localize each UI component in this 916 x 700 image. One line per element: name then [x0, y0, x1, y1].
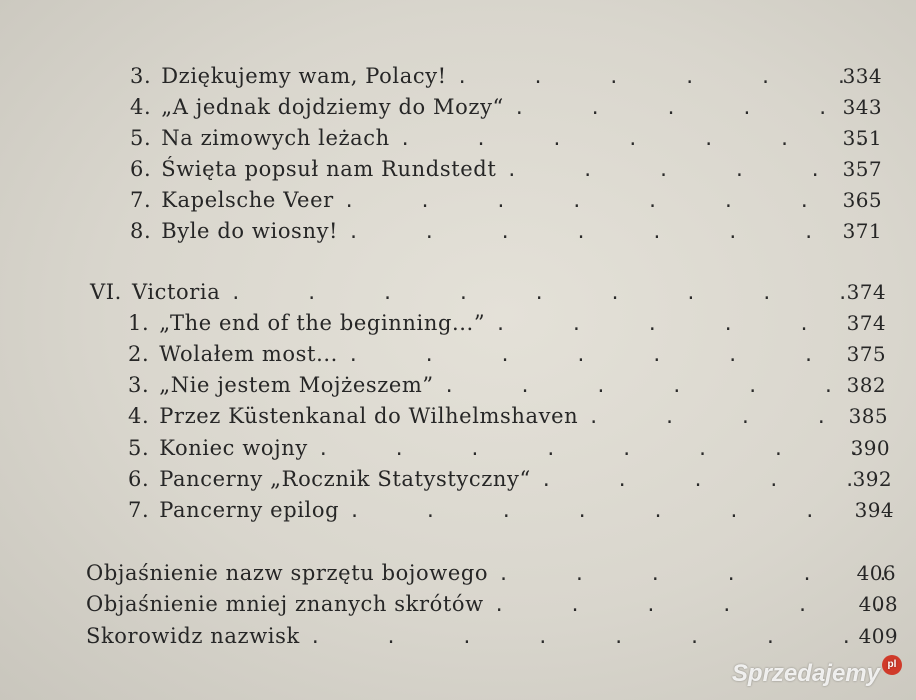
entry-page: 357 — [842, 157, 882, 181]
entry-page: 371 — [842, 219, 882, 243]
entry-number: 7. — [128, 498, 150, 522]
entry-page: 365 — [842, 188, 882, 212]
entry-page: 382 — [846, 373, 886, 397]
appendix-entry — [86, 624, 898, 648]
toc-entry — [128, 436, 890, 460]
appendix-title: Skorowidz nazwisk — [86, 624, 300, 648]
entry-page: 343 — [842, 95, 882, 119]
leader-dots — [348, 222, 874, 243]
leader-dots — [318, 439, 882, 460]
appendix-page: 409 — [858, 624, 898, 648]
leader-dots — [348, 345, 878, 366]
entry-number: 6. — [130, 157, 152, 181]
toc-entry — [130, 188, 882, 212]
entry-number: 1. — [128, 311, 150, 335]
toc-entry — [130, 126, 882, 150]
entry-number: 3. — [130, 64, 152, 88]
entry-number: 3. — [128, 373, 150, 397]
entry-title: Koniec wojny — [159, 436, 308, 460]
toc-entry — [128, 342, 886, 366]
entry-title: Byle do wiosny! — [161, 219, 339, 243]
entry-page: 385 — [848, 404, 888, 428]
toc-entry — [130, 64, 882, 88]
leader-dots — [588, 407, 880, 428]
entry-number: 2. — [128, 342, 150, 366]
watermark-text: Sprzedajemy — [731, 660, 880, 687]
entry-title: Kapelsche Veer — [161, 188, 334, 212]
watermark-logo — [732, 660, 902, 688]
entry-page: 375 — [846, 342, 886, 366]
appendix-entry — [86, 592, 898, 616]
chapter-heading — [90, 280, 886, 304]
entry-page: 351 — [842, 126, 882, 150]
entry-number: 6. — [128, 467, 150, 491]
entry-page: 394 — [854, 498, 894, 522]
entry-title: „Nie jestem Mojżeszem” — [159, 373, 434, 397]
entry-page: 334 — [842, 64, 882, 88]
leader-dots — [349, 501, 886, 522]
entry-title: Wolałem most... — [159, 342, 338, 366]
entry-number: 5. — [130, 126, 152, 150]
entry-title: „The end of the beginning...” — [159, 311, 486, 335]
entry-number: 7. — [130, 188, 152, 212]
entry-title: Pancerny epilog — [159, 498, 340, 522]
appendix-page: 408 — [858, 592, 898, 616]
leader-dots — [310, 627, 890, 648]
leader-dots — [494, 595, 890, 616]
entry-title: Przez Küstenkanal do Wilhelmshaven — [159, 404, 579, 428]
toc-entry — [128, 498, 894, 522]
toc-entry — [130, 219, 882, 243]
entry-title: „A jednak dojdziemy do Mozy“ — [161, 95, 504, 119]
leader-dots — [541, 470, 884, 491]
appendix-page: 406 — [856, 561, 896, 585]
chapter-page: 374 — [846, 280, 886, 304]
leader-dots — [400, 129, 874, 150]
entry-number: 5. — [128, 436, 150, 460]
entry-number: 4. — [128, 404, 150, 428]
chapter-number: VI. — [90, 280, 122, 304]
leader-dots — [514, 98, 874, 119]
entry-number: 8. — [130, 219, 152, 243]
entry-page: 374 — [846, 311, 886, 335]
leader-dots — [495, 314, 878, 335]
toc-entry — [128, 467, 892, 491]
leader-dots — [230, 283, 878, 304]
leader-dots — [498, 564, 888, 585]
entry-title: Pancerny „Rocznik Statystyczny“ — [159, 467, 531, 491]
entry-page: 390 — [850, 436, 890, 460]
entry-title: Święta popsuł nam Rundstedt — [161, 157, 497, 181]
entry-title: Na zimowych leżach — [161, 126, 390, 150]
toc-entry — [128, 311, 886, 335]
toc-entry — [128, 404, 888, 428]
leader-dots — [344, 191, 874, 212]
leader-dots — [457, 67, 874, 88]
entry-title: Dziękujemy wam, Polacy! — [161, 64, 447, 88]
leader-dots — [506, 160, 874, 181]
appendix-title: Objaśnienie nazw sprzętu bojowego — [86, 561, 489, 585]
chapter-title: Victoria — [131, 280, 221, 304]
leader-dots — [444, 376, 878, 397]
toc-entry — [130, 157, 882, 181]
toc-entry — [128, 373, 886, 397]
watermark-badge: pl — [882, 655, 902, 675]
toc-entry — [130, 95, 882, 119]
entry-page: 392 — [852, 467, 892, 491]
appendix-entry — [86, 561, 896, 585]
entry-number: 4. — [130, 95, 152, 119]
appendix-title: Objaśnienie mniej znanych skrótów — [86, 592, 484, 616]
